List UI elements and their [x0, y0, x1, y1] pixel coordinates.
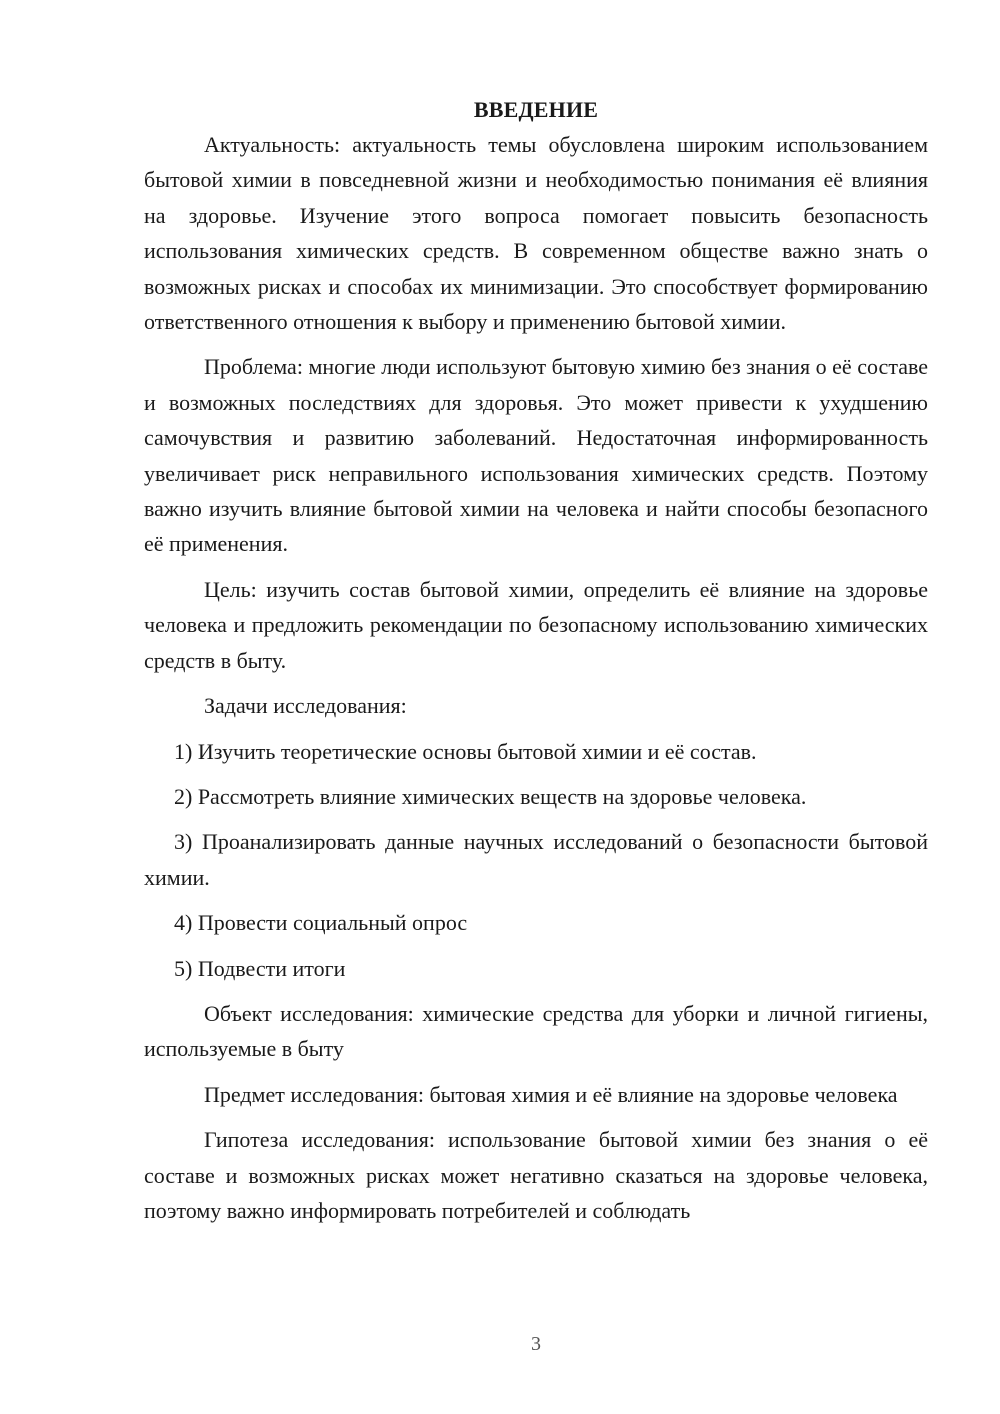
page-number: 3	[531, 1333, 541, 1355]
task-item-5: 5) Подвести итоги	[174, 955, 346, 981]
document-page	[144, 92, 928, 1228]
paragraph-goal: Цель: изучить состав бытовой химии, определить её влияние на здоровье человека и предложить рекомендации по безопасному использованию химических средств в быту.	[144, 576, 928, 673]
task-item-3: 3) Проанализировать данные научных исследований о безопасности бытовой химии.	[144, 829, 928, 890]
task-item-2: 2) Рассмотреть влияние химических веществ на здоровье человека.	[174, 783, 807, 809]
paragraph-relevance: Актуальность: актуальность темы обусловлена широким использованием бытовой химии в повседневной жизни и необходимостью понимания её влияния на здоровье. Изучение этого вопроса помогает повысить безопасность использования химических средств. В современном обществе важно знать о возможных рисках и способах их минимизации. Это способствует формированию ответственного отношения к выбору и применению бытовой химии.	[144, 132, 928, 335]
paragraph-object: Объект исследования: химические средства для уборки и личной гигиены, используемые в быту	[144, 1000, 928, 1062]
tasks-heading: Задачи исследования:	[204, 693, 407, 719]
paragraph-subject: Предмет исследования: бытовая химия и её влияние на здоровье человека	[204, 1081, 898, 1107]
task-item-4: 4) Провести социальный опрос	[174, 910, 468, 936]
section-title: ВВЕДЕНИЕ	[473, 97, 599, 122]
paragraph-problem: Проблема: многие люди используют бытовую химию без знания о её составе и возможных последствиях для здоровья. Это может привести к ухудшению самочувствия и развитию заболеваний. Недостаточная информированность увеличивает риск неправильного использования химических средств. Поэтому важно изучить влияние бытовой химии на человека и найти способы безопасного её применения.	[144, 354, 928, 557]
paragraph-hypothesis: Гипотеза исследования: использование бытовой химии без знания о её составе и возможных рисках может негативно сказаться на здоровье человека, поэтому важно информировать потребителей и соблюдать	[144, 1127, 928, 1223]
task-item-1: 1) Изучить теоретические основы бытовой химии и её состав.	[174, 738, 757, 764]
